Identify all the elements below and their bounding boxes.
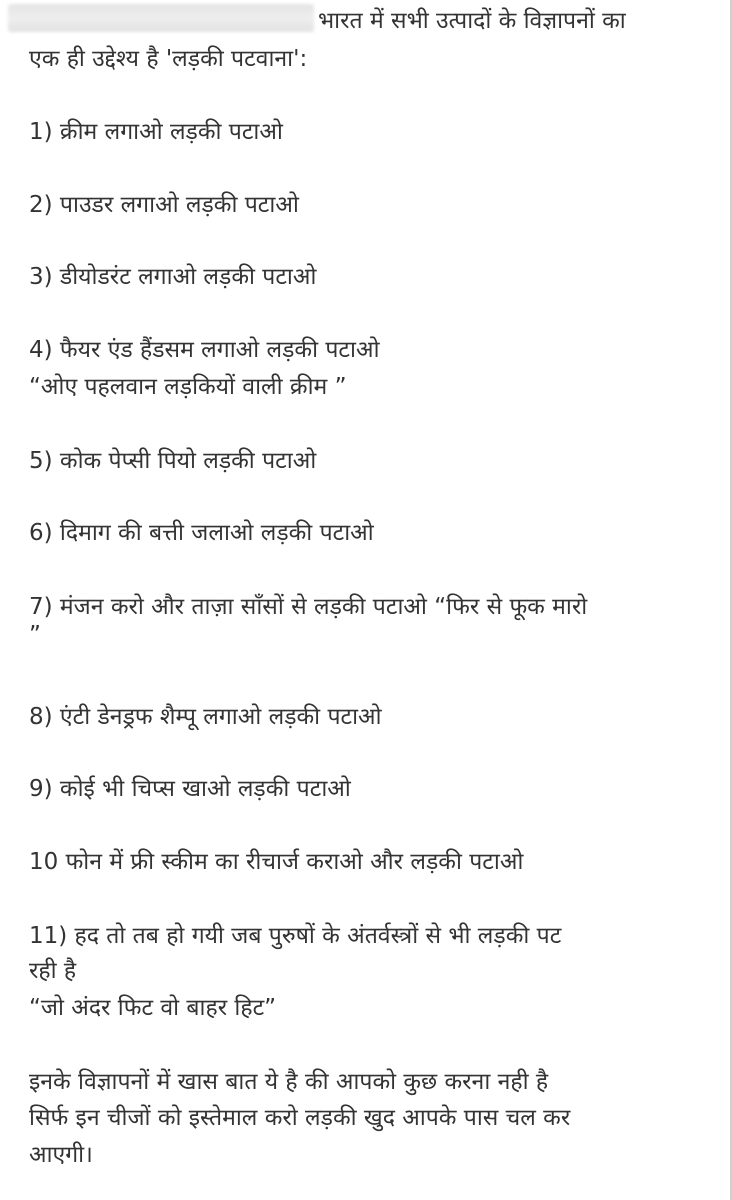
list-item: 8) एंटी डेनड्रफ शैम्पू लगाओ लड़की पटाओ	[29, 704, 382, 730]
closing-line-2: सिर्फ इन चीजों को इस्तेमाल करो लड़की खुद आपके पास चल कर	[29, 1105, 571, 1131]
closing-line-1: इनके विज्ञापनों में खास बात ये है की आपको कुछ करना नही है	[29, 1069, 549, 1095]
list-item: 10 फोन में फ्री स्कीम का रीचार्ज कराओ और लड़की पटाओ	[29, 849, 524, 875]
list-item: 11) हद तो तब हो गयी जब पुरुषों के अंतर्वस्त्रों से भी लड़की पट	[29, 923, 562, 949]
closing-line-3: आएगी।	[29, 1142, 93, 1168]
list-item: 9) कोई भी चिप्स खाओ लड़की पटाओ	[29, 776, 351, 802]
intro-line-2: एक ही उद्देश्य है 'लड़की पटवाना':	[29, 46, 308, 72]
redacted-author-name	[8, 4, 314, 32]
list-item: 4) फैयर एंड हैंडसम लगाओ लड़की पटाओ	[29, 337, 380, 363]
list-item-continuation: “ओए पहलवान लड़कियों वाली क्रीम ”	[29, 374, 347, 400]
list-item-continuation: “जो अंदर फिट वो बाहर हिट”	[29, 995, 277, 1021]
list-item: 5) कोक पेप्सी पियो लड़की पटाओ	[29, 448, 317, 474]
list-item-continuation: ”	[29, 622, 41, 648]
list-item: 1) क्रीम लगाओ लड़की पटाओ	[29, 119, 283, 145]
list-item: 6) दिमाग की बत्ती जलाओ लड़की पटाओ	[29, 520, 374, 546]
list-item-continuation: रही है	[29, 958, 77, 984]
intro-line-1: भारत में सभी उत्पादों के विज्ञापनों का	[318, 8, 626, 34]
list-item: 7) मंजन करो और ताज़ा साँसों से लड़की पटाओ “फिर से फूक मारो	[29, 594, 588, 620]
list-item: 2) पाउडर लगाओ लड़की पटाओ	[29, 192, 299, 218]
list-item: 3) डीयोडरंट लगाओ लड़की पटाओ	[29, 264, 317, 290]
